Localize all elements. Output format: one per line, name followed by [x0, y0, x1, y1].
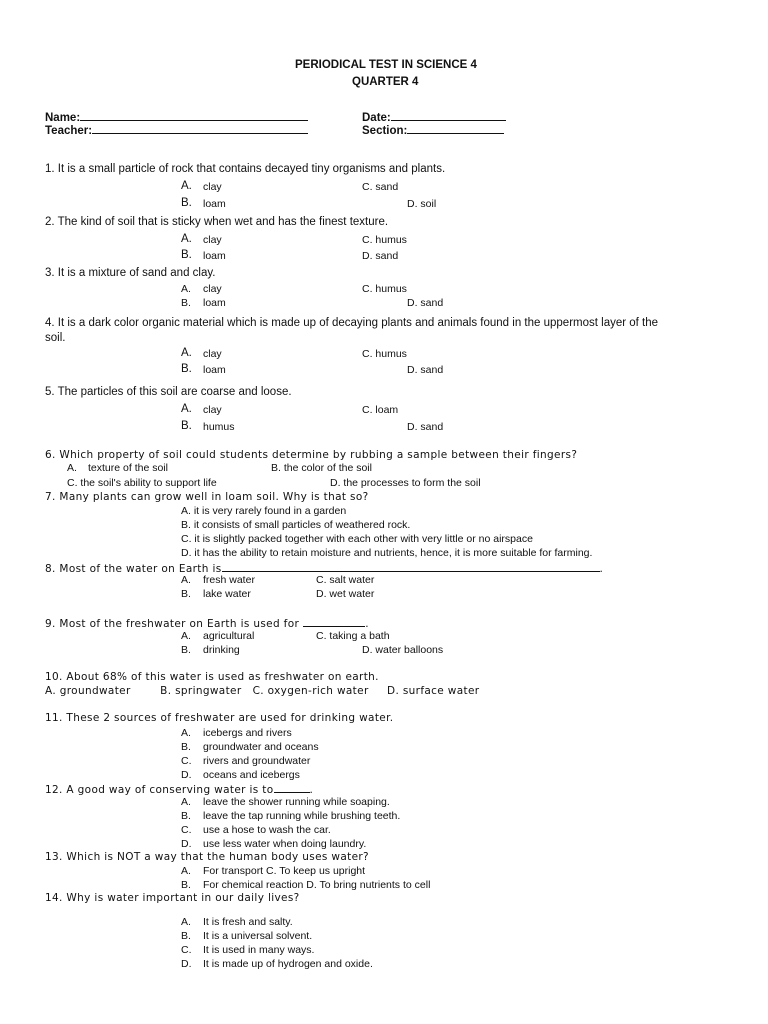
section-blank[interactable]: [407, 124, 504, 134]
option-a-letter: A.: [181, 233, 192, 245]
option-b-letter: B.: [181, 930, 191, 942]
stem-end: .: [309, 784, 314, 796]
option-b-letter: B.: [181, 879, 191, 891]
option-a[interactable]: It is fresh and salty.: [203, 916, 293, 928]
stem-end: .: [599, 563, 604, 575]
option-a-letter: A.: [67, 462, 77, 474]
question-stem: 1. It is a small particle of rock that contains decayed tiny organisms and plants.: [45, 163, 446, 175]
question-stem: [45, 783, 313, 796]
option-d-letter: D.: [181, 769, 192, 781]
option-a[interactable]: icebergs and rivers: [203, 727, 292, 739]
option-a-letter: A.: [181, 865, 191, 877]
option-b-letter: B.: [181, 644, 191, 656]
question-stem: 2. The kind of soil that is sticky when wet and has the finest texture.: [45, 216, 389, 228]
question-stem: 14. Why is water important in our daily lives?: [45, 892, 300, 904]
option-b-letter: B.: [181, 420, 192, 432]
answer-blank[interactable]: [274, 783, 310, 793]
option-b[interactable]: loam: [203, 364, 226, 376]
option-b[interactable]: lake water: [203, 588, 251, 600]
option-c[interactable]: rivers and groundwater: [203, 755, 311, 767]
name-field[interactable]: [45, 111, 308, 125]
option-b[interactable]: groundwater and oceans: [203, 741, 319, 753]
option-d[interactable]: D. sand: [407, 421, 444, 433]
option-b[interactable]: B. it consists of small particles of weathered rock.: [181, 519, 411, 531]
question-stem: 4. It is a dark color organic material which is made up of decaying plants and animals found in the uppermost layer of the: [45, 317, 659, 329]
option-d[interactable]: D. sand: [362, 250, 399, 262]
date-blank[interactable]: [391, 111, 506, 121]
option-c[interactable]: C. humus: [362, 283, 407, 295]
option-a[interactable]: agricultural: [203, 630, 255, 642]
option-a-letter: A.: [181, 574, 191, 586]
option-row-2[interactable]: For chemical reaction D. To bring nutrients to cell: [203, 879, 431, 891]
option-c[interactable]: C. salt water: [316, 574, 375, 586]
name-blank[interactable]: [80, 111, 308, 121]
option-d[interactable]: It is made up of hydrogen and oxide.: [203, 958, 373, 970]
option-c[interactable]: C. sand: [362, 181, 399, 193]
section-label: Section:: [362, 125, 408, 137]
option-a[interactable]: fresh water: [203, 574, 255, 586]
option-a[interactable]: clay: [203, 283, 222, 295]
option-d[interactable]: D. soil: [407, 198, 437, 210]
option-a[interactable]: clay: [203, 181, 222, 193]
option-b-letter: B.: [181, 741, 191, 753]
option-d[interactable]: D. sand: [407, 364, 444, 376]
question-stem: 10. About 68% of this water is used as freshwater on earth.: [45, 671, 379, 683]
option-a-letter: A.: [181, 283, 191, 295]
question-stem: 6. Which property of soil could students determine by rubbing a sample between their fingers?: [45, 449, 578, 461]
option-b-letter: B.: [181, 249, 192, 261]
option-b[interactable]: loam: [203, 250, 226, 262]
question-stem: 13. Which is NOT a way that the human body uses water?: [45, 851, 369, 863]
option-b[interactable]: humus: [203, 421, 235, 433]
option-b[interactable]: loam: [203, 198, 226, 210]
stem-end: .: [365, 618, 369, 630]
question-stem-text: 12. A good way of conserving water is to: [45, 784, 274, 796]
option-a-letter: A.: [181, 180, 192, 192]
option-b-letter: B.: [181, 297, 191, 309]
teacher-blank[interactable]: [92, 124, 308, 134]
option-a[interactable]: A. it is very rarely found in a garden: [181, 505, 347, 517]
option-c[interactable]: C. the soil's ability to support life: [67, 477, 217, 489]
quarter-label: QUARTER 4: [352, 76, 419, 88]
option-d[interactable]: D. the processes to form the soil: [330, 477, 481, 489]
option-b[interactable]: leave the tap running while brushing teeth.: [203, 810, 401, 822]
question-stem: 7. Many plants can grow well in loam soil. Why is that so?: [45, 491, 369, 503]
question-stem: 11. These 2 sources of freshwater are used for drinking water.: [45, 712, 394, 724]
option-d[interactable]: D. sand: [407, 297, 444, 309]
option-b-letter: B.: [181, 197, 192, 209]
option-b-letter: B.: [181, 810, 191, 822]
option-b-letter: B.: [181, 363, 192, 375]
option-d-letter: D.: [181, 958, 192, 970]
option-d[interactable]: D. it has the ability to retain moisture and nutrients, hence, it is more suitable for farming.: [181, 547, 593, 559]
option-c[interactable]: C. taking a bath: [316, 630, 390, 642]
question-stem: 3. It is a mixture of sand and clay.: [45, 267, 216, 279]
option-c[interactable]: C. humus: [362, 234, 407, 246]
option-a-letter: A.: [181, 347, 192, 359]
option-a-letter: A.: [181, 630, 191, 642]
option-d-letter: D.: [181, 838, 192, 850]
option-a[interactable]: leave the shower running while soaping.: [203, 796, 390, 808]
option-d[interactable]: use less water when doing laundry.: [203, 838, 367, 850]
option-a-letter: A.: [181, 796, 191, 808]
options-row[interactable]: A. groundwater B. springwater C. oxygen-rich water D. surface water: [45, 685, 480, 697]
option-d[interactable]: D. water balloons: [362, 644, 444, 656]
question-stem: [45, 562, 603, 575]
option-d[interactable]: oceans and icebergs: [203, 769, 300, 781]
option-a-letter: A.: [181, 916, 191, 928]
option-b[interactable]: loam: [203, 297, 226, 309]
option-a[interactable]: clay: [203, 404, 222, 416]
date-field[interactable]: [362, 111, 506, 125]
option-a[interactable]: clay: [203, 348, 222, 360]
name-label: Name:: [45, 112, 81, 124]
option-a[interactable]: clay: [203, 234, 222, 246]
option-c[interactable]: C. loam: [362, 404, 399, 416]
question-stem-text: 8. Most of the water on Earth is: [45, 563, 222, 575]
option-a-letter: A.: [181, 403, 192, 415]
question-stem-text: 9. Most of the freshwater on Earth is used for: [45, 618, 300, 630]
option-c-letter: C.: [181, 755, 192, 767]
option-c[interactable]: use a hose to wash the car.: [203, 824, 331, 836]
test-title: PERIODICAL TEST IN SCIENCE 4: [295, 59, 477, 71]
teacher-field[interactable]: [45, 124, 308, 138]
option-b[interactable]: drinking: [203, 644, 240, 656]
date-label: Date:: [362, 112, 391, 124]
option-c-letter: C.: [181, 944, 192, 956]
answer-blank[interactable]: [303, 617, 365, 627]
option-b[interactable]: It is a universal solvent.: [203, 930, 313, 942]
option-c[interactable]: C. it is slightly packed together with each other with very little or no airspace: [181, 533, 533, 545]
answer-blank[interactable]: [222, 562, 600, 572]
option-c[interactable]: C. humus: [362, 348, 407, 360]
option-row-1[interactable]: For transport C. To keep us upright: [203, 865, 366, 877]
option-b-letter: B.: [181, 588, 191, 600]
question-stem: 5. The particles of this soil are coarse and loose.: [45, 386, 292, 398]
option-a-letter: A.: [181, 727, 191, 739]
option-b[interactable]: B. the color of the soil: [271, 462, 372, 474]
option-a[interactable]: texture of the soil: [88, 462, 168, 474]
option-c[interactable]: It is used in many ways.: [203, 944, 315, 956]
question-stem-continued: soil.: [45, 332, 66, 344]
option-c-letter: C.: [181, 824, 192, 836]
section-field[interactable]: [362, 124, 504, 138]
teacher-label: Teacher:: [45, 125, 93, 137]
option-d[interactable]: D. wet water: [316, 588, 375, 600]
question-stem: [45, 617, 369, 630]
